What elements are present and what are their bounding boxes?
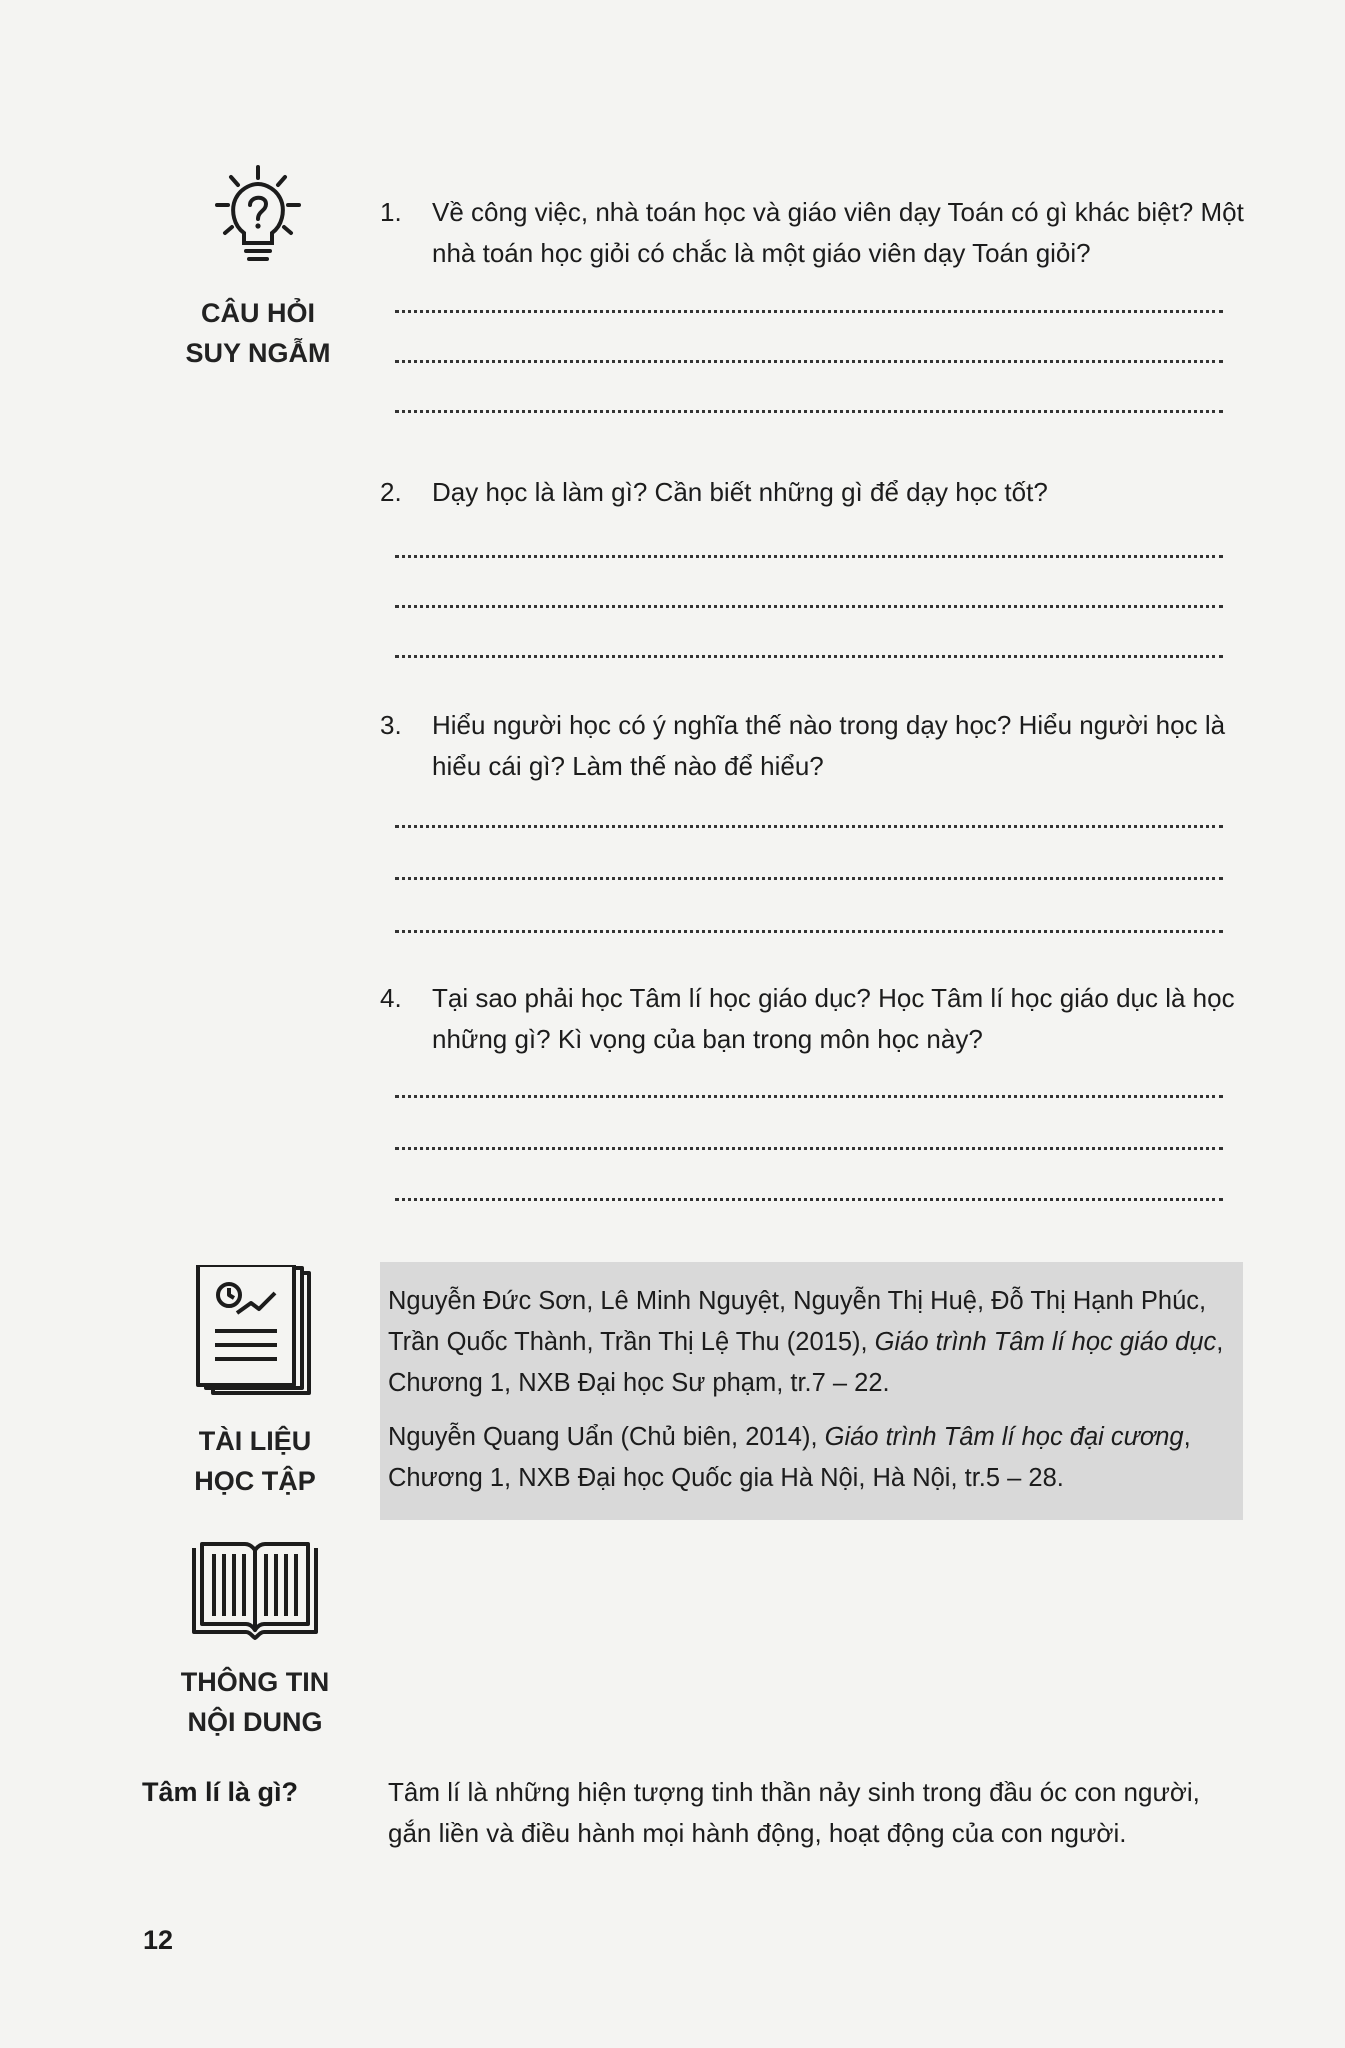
question-2: 2. Dạy học là làm gì? Cần biết những gì để dạy học tốt?	[380, 477, 1048, 507]
question-3: 3. Hiểu người học có ý nghĩa thế nào trong dạy học? Hiểu người học là hiểu cái gì? Làm thế nào để hiểu?	[380, 710, 1226, 781]
reflection-questions-label: CÂU HỎI SUY NGẪM	[185, 298, 331, 368]
reference-1: Nguyễn Đức Sơn, Lê Minh Nguyệt, Nguyễn Thị Huệ, Đỗ Thị Hạnh Phúc, Trần Quốc Thành, Trần Thị Lệ Thu (2015), Giáo trình Tâm lí học giáo dục, Chương 1, NXB Đại học Sư phạm, tr.7 – 22.	[388, 1287, 1224, 1397]
page-number: 12	[143, 1925, 174, 1955]
answer-line[interactable]	[395, 1147, 1223, 1150]
study-materials-label: TÀI LIỆU HỌC TẬP	[194, 1426, 316, 1496]
topic-text: Tâm lí là những hiện tượng tinh thần nảy sinh trong đầu óc con người, gắn liền và điều hành mọi hành động, hoạt động của con người.	[388, 1777, 1200, 1848]
lightbulb-question-icon	[213, 165, 303, 270]
answer-line[interactable]	[395, 930, 1223, 933]
answer-line[interactable]	[395, 410, 1223, 413]
answer-line[interactable]	[395, 825, 1223, 828]
reference-2: Nguyễn Quang Uẩn (Chủ biên, 2014), Giáo trình Tâm lí học đại cương, Chương 1, NXB Đại học Quốc gia Hà Nội, Hà Nội, tr.5 – 28.	[388, 1423, 1191, 1492]
answer-line[interactable]	[395, 877, 1223, 880]
content-info-label: THÔNG TIN NỘI DUNG	[180, 1667, 330, 1737]
question-1: 1. Về công việc, nhà toán học và giáo viên dạy Toán có gì khác biệt? Một nhà toán học giỏi có chắc là một giáo viên dạy Toán giỏi?	[380, 197, 1244, 268]
answer-line[interactable]	[395, 555, 1223, 558]
answer-line[interactable]	[395, 1095, 1223, 1098]
answer-line[interactable]	[395, 655, 1223, 658]
answer-line[interactable]	[395, 1198, 1223, 1201]
question-4: 4. Tại sao phải học Tâm lí học giáo dục? Học Tâm lí học giáo dục là học những gì? Kì vọng của bạn trong môn học này?	[380, 983, 1235, 1054]
document-chart-icon	[195, 1265, 315, 1397]
open-book-icon	[190, 1540, 320, 1642]
topic-label: Tâm lí là gì?	[142, 1777, 299, 1807]
answer-line[interactable]	[395, 360, 1223, 363]
answer-line[interactable]	[395, 605, 1223, 608]
answer-line[interactable]	[395, 310, 1223, 313]
